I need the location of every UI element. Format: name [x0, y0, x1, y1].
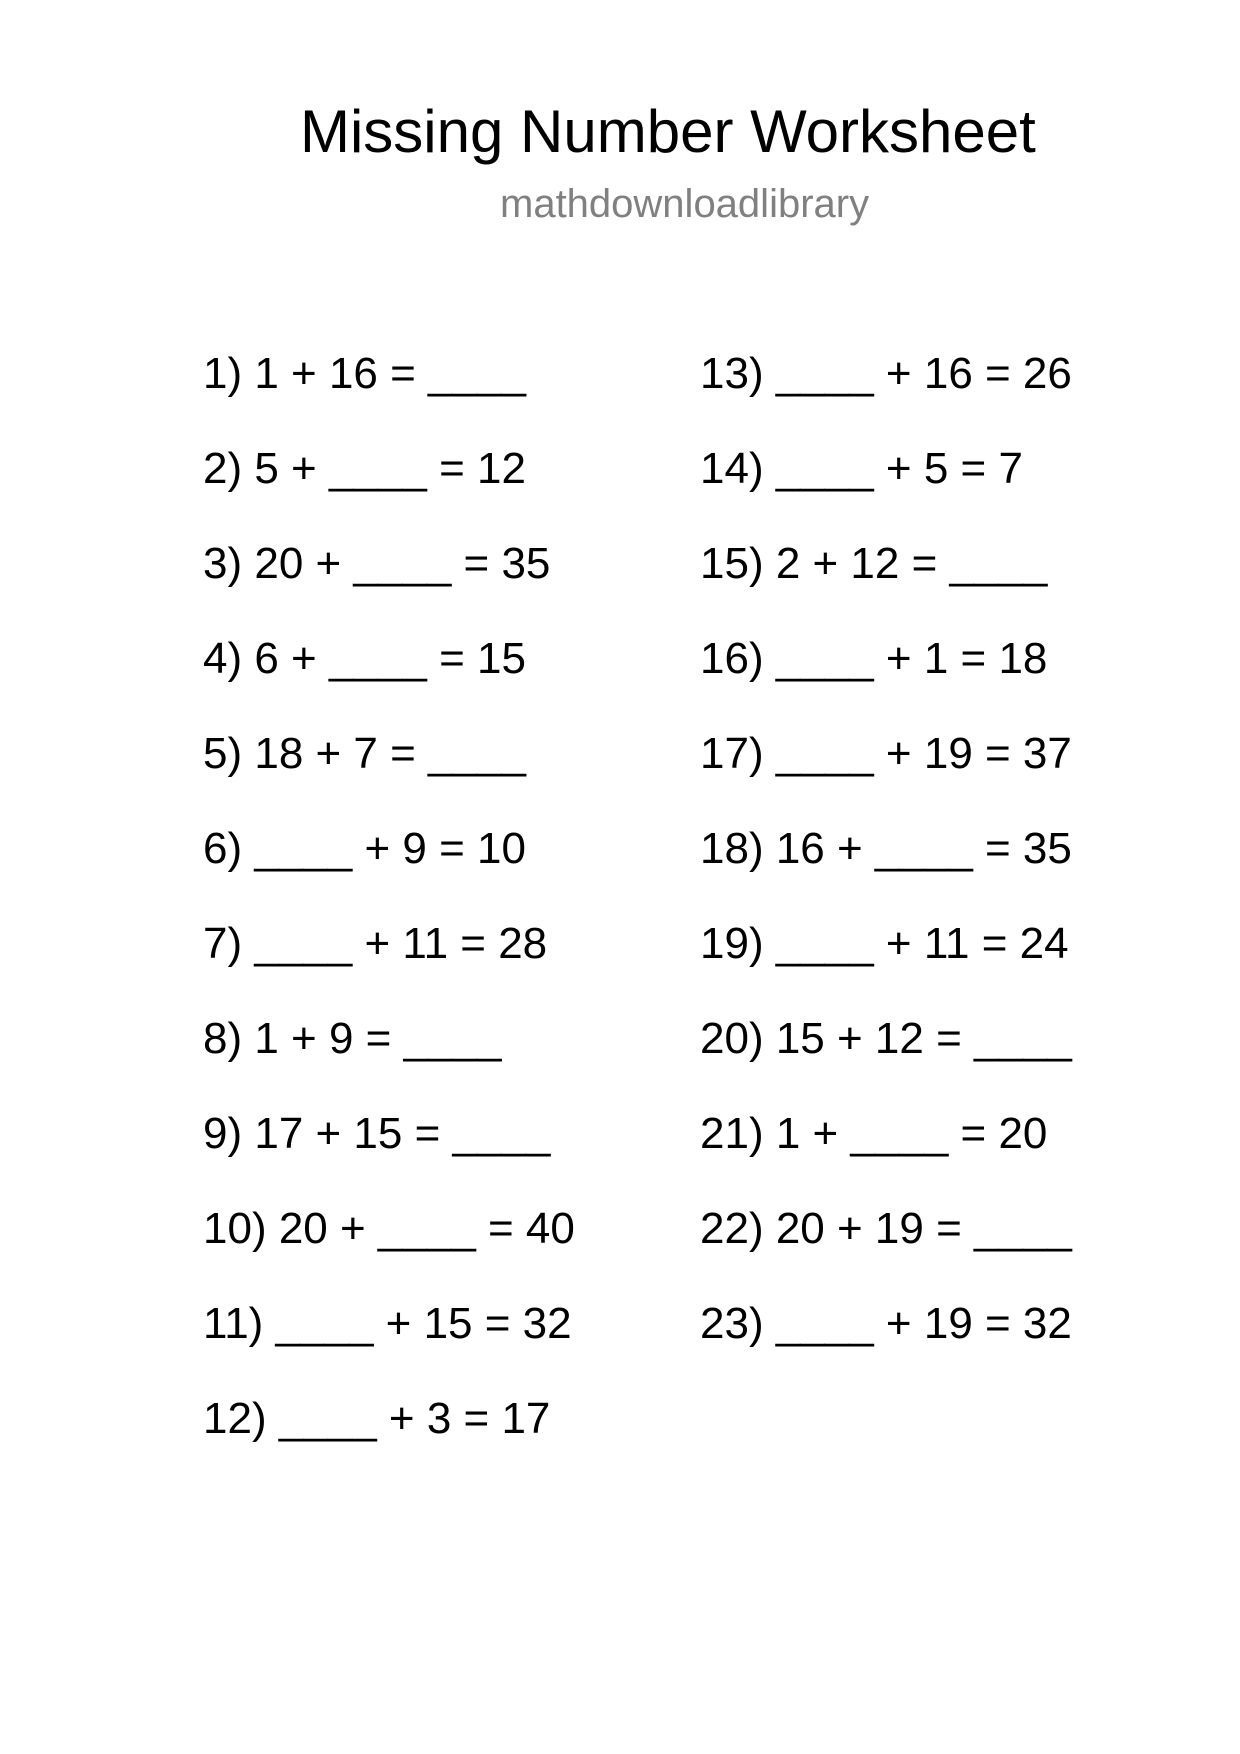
problem-6: 6) ____ + 9 = 10	[203, 824, 526, 873]
problem-15: 15) 2 + 12 = ____	[700, 539, 1048, 588]
problem-20: 20) 15 + 12 = ____	[700, 1014, 1072, 1063]
problem-9: 9) 17 + 15 = ____	[203, 1109, 551, 1158]
problem-3: 3) 20 + ____ = 35	[203, 539, 551, 588]
problem-2: 2) 5 + ____ = 12	[203, 444, 526, 493]
problem-22: 22) 20 + 19 = ____	[700, 1204, 1072, 1253]
problem-14: 14) ____ + 5 = 7	[700, 444, 1023, 493]
problem-23: 23) ____ + 19 = 32	[700, 1299, 1072, 1348]
problem-8: 8) 1 + 9 = ____	[203, 1014, 502, 1063]
problem-19: 19) ____ + 11 = 24	[700, 919, 1069, 968]
problem-16: 16) ____ + 1 = 18	[700, 634, 1048, 683]
problem-7: 7) ____ + 11 = 28	[203, 919, 548, 968]
problem-10: 10) 20 + ____ = 40	[203, 1204, 575, 1253]
problem-12: 12) ____ + 3 = 17	[203, 1394, 551, 1443]
problem-17: 17) ____ + 19 = 37	[700, 729, 1072, 778]
page-title: Missing Number Worksheet	[300, 98, 1036, 165]
problem-1: 1) 1 + 16 = ____	[203, 349, 526, 398]
problem-18: 18) 16 + ____ = 35	[700, 824, 1072, 873]
problem-21: 21) 1 + ____ = 20	[700, 1109, 1048, 1158]
source-subtitle: mathdownloadlibrary	[500, 182, 870, 226]
problem-4: 4) 6 + ____ = 15	[203, 634, 526, 683]
problem-5: 5) 18 + 7 = ____	[203, 729, 526, 778]
problem-13: 13) ____ + 16 = 26	[700, 349, 1072, 398]
problem-11: 11) ____ + 15 = 32	[203, 1299, 572, 1348]
